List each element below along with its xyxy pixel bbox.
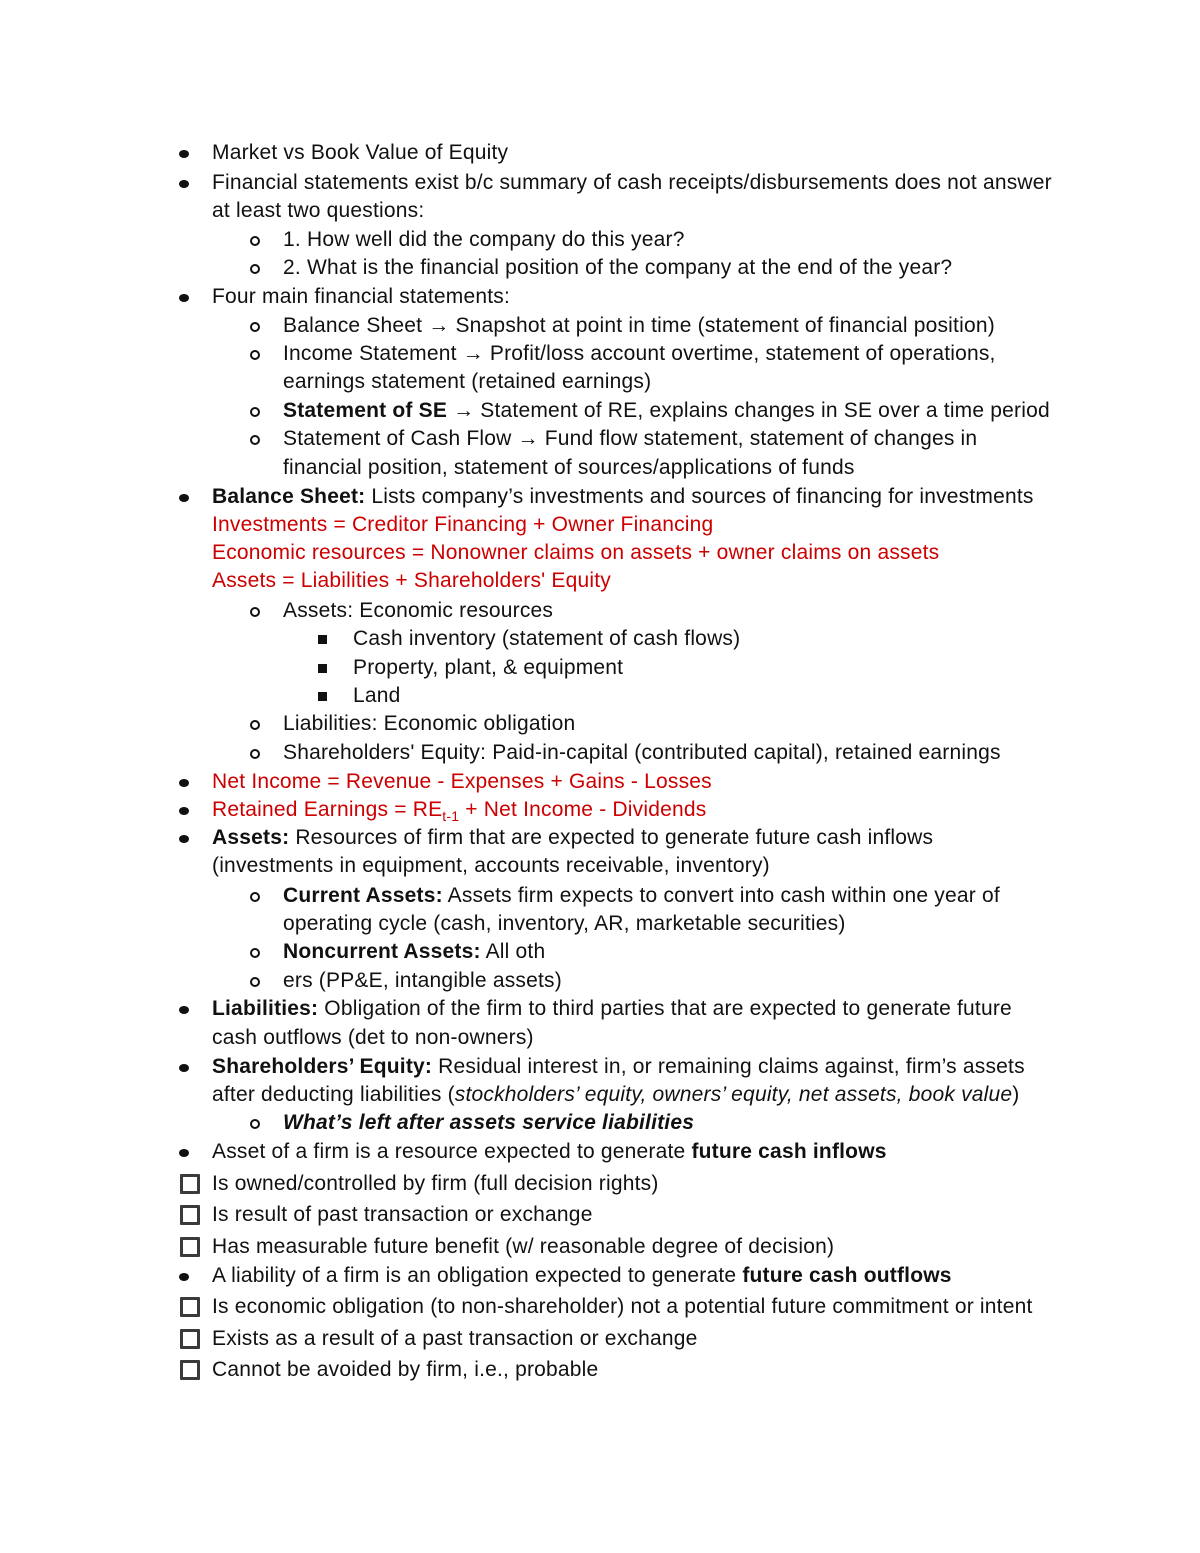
item-italic-text: stockholders’ equity, owners’ equity, net assets, book value bbox=[454, 1083, 1013, 1106]
list-item-level2 bbox=[283, 940, 545, 964]
bullet-disc-icon bbox=[179, 835, 189, 843]
list-item-level2 bbox=[283, 427, 977, 451]
item-text: Investments = Creditor Financing + Owner Financing bbox=[212, 513, 714, 536]
list-item-level2 bbox=[283, 314, 995, 338]
item-text: Land bbox=[353, 684, 401, 707]
bullet-square-icon bbox=[318, 635, 327, 644]
item-text: Resources of firm that are expected to generate future cash inflows bbox=[289, 826, 934, 849]
bullet-disc-icon bbox=[179, 494, 189, 502]
bullet-circle-icon bbox=[250, 264, 260, 274]
item-text: Residual interest in, or remaining claims against, firm’s assets bbox=[432, 1055, 1025, 1078]
bullet-disc-icon bbox=[179, 1149, 189, 1157]
item-text: (investments in equipment, accounts receivable, inventory) bbox=[212, 854, 770, 877]
list-item-continuation bbox=[212, 854, 770, 878]
bullet-disc-icon bbox=[179, 180, 189, 188]
equation-line bbox=[212, 513, 713, 537]
equation-line bbox=[212, 541, 939, 565]
list-item-level2 bbox=[283, 228, 685, 252]
bullet-circle-icon bbox=[250, 977, 260, 987]
item-bold-label: future cash outflows bbox=[742, 1264, 952, 1287]
checklist-item bbox=[212, 1358, 598, 1382]
bullet-disc-icon bbox=[179, 1273, 189, 1281]
item-text: Statement of Cash Flow → Fund flow statement, statement of changes in bbox=[283, 427, 978, 450]
item-text: → Statement of RE, explains changes in SE over a time period bbox=[447, 399, 1050, 422]
list-item-continuation bbox=[283, 456, 855, 480]
list-item-continuation bbox=[212, 199, 424, 223]
list-item-level2 bbox=[283, 712, 575, 736]
checkbox-icon bbox=[180, 1237, 200, 1257]
list-item-level1 bbox=[212, 485, 1034, 509]
item-bold-label: future cash inflows bbox=[691, 1140, 887, 1163]
checkbox-icon bbox=[180, 1360, 200, 1380]
item-text: earnings statement (retained earnings) bbox=[283, 370, 652, 393]
item-text: Liabilities: Economic obligation bbox=[283, 712, 576, 735]
item-text: Cash inventory (statement of cash flows) bbox=[353, 627, 741, 650]
item-text: A liability of a firm is an obligation expected to generate bbox=[212, 1264, 743, 1287]
item-text: Income Statement → Profit/loss account overtime, statement of operations, bbox=[283, 342, 996, 365]
list-item-level1 bbox=[212, 770, 712, 794]
list-item-level1 bbox=[212, 1264, 952, 1288]
item-text-after: + Net Income - Dividends bbox=[459, 798, 707, 821]
list-item-level3 bbox=[353, 684, 401, 708]
item-text: Economic resources = Nonowner claims on assets + owner claims on assets bbox=[212, 541, 940, 564]
item-bold-label: Current Assets: bbox=[283, 884, 443, 907]
item-text: Is result of past transaction or exchange bbox=[212, 1203, 593, 1226]
list-item-level1 bbox=[212, 1055, 1025, 1079]
checkbox-icon bbox=[180, 1205, 200, 1225]
list-item-level2 bbox=[283, 1111, 694, 1135]
item-text: Assets firm expects to convert into cash within one year of bbox=[442, 884, 1000, 907]
item-text: Has measurable future benefit (w/ reasonable degree of decision) bbox=[212, 1235, 835, 1258]
item-text: Balance Sheet → Snapshot at point in time (statement of financial position) bbox=[283, 314, 995, 337]
item-bold-label: Balance Sheet: bbox=[212, 485, 366, 508]
bullet-square-icon bbox=[318, 692, 327, 701]
list-item-level2 bbox=[283, 399, 1050, 423]
list-item-continuation bbox=[283, 370, 651, 394]
list-item-level1 bbox=[212, 141, 508, 165]
list-item-level2 bbox=[283, 599, 553, 623]
item-text: Four main financial statements: bbox=[212, 285, 510, 308]
item-text: Exists as a result of a past transaction or exchange bbox=[212, 1327, 698, 1350]
list-item-level2 bbox=[283, 256, 952, 280]
checkbox-icon bbox=[180, 1329, 200, 1349]
item-text: Shareholders' Equity: Paid-in-capital (contributed capital), retained earnings bbox=[283, 741, 1001, 764]
bullet-circle-icon bbox=[250, 435, 260, 445]
bullet-disc-icon bbox=[179, 150, 189, 158]
item-subscript: t-1 bbox=[442, 808, 460, 824]
item-text: Property, plant, & equipment bbox=[353, 656, 624, 679]
item-text: financial position, statement of sources/applications of funds bbox=[283, 456, 855, 479]
item-bold-italic-text: What’s left after assets service liabilities bbox=[283, 1111, 695, 1134]
checklist-item bbox=[212, 1295, 1033, 1319]
item-text: 1. How well did the company do this year? bbox=[283, 228, 685, 251]
item-text: after deducting liabilities ( bbox=[212, 1083, 455, 1106]
equation-line bbox=[212, 569, 611, 593]
item-text: cash outflows (det to non-owners) bbox=[212, 1026, 534, 1049]
bullet-square-icon bbox=[318, 664, 327, 673]
item-text: operating cycle (cash, inventory, AR, marketable securities) bbox=[283, 912, 846, 935]
item-text: Financial statements exist b/c summary of cash receipts/disbursements does not answer bbox=[212, 171, 1052, 194]
list-item-level2 bbox=[283, 741, 1001, 765]
bullet-circle-icon bbox=[250, 948, 260, 958]
list-item-level1 bbox=[212, 826, 933, 850]
item-text: Is owned/controlled by firm (full decision rights) bbox=[212, 1172, 659, 1195]
checkbox-icon bbox=[180, 1174, 200, 1194]
bullet-disc-icon bbox=[179, 1064, 189, 1072]
checklist-item bbox=[212, 1203, 593, 1227]
bullet-circle-icon bbox=[250, 322, 260, 332]
item-text-after: ) bbox=[1012, 1083, 1020, 1106]
list-item-level2 bbox=[283, 969, 562, 993]
bullet-disc-icon bbox=[179, 807, 189, 815]
list-item-continuation bbox=[212, 1083, 1020, 1107]
list-item-continuation bbox=[283, 912, 846, 936]
item-text: Assets: Economic resources bbox=[283, 599, 554, 622]
bullet-circle-icon bbox=[250, 1119, 260, 1129]
item-bold-label: Liabilities: bbox=[212, 997, 319, 1020]
list-item-level3 bbox=[353, 627, 740, 651]
item-text: Is economic obligation (to non-shareholder) not a potential future commitment or intent bbox=[212, 1295, 1033, 1318]
bullet-circle-icon bbox=[250, 236, 260, 246]
item-bold-label: Shareholders’ Equity: bbox=[212, 1055, 433, 1078]
list-item-level1 bbox=[212, 285, 510, 309]
checklist-item bbox=[212, 1172, 659, 1196]
list-item-level1 bbox=[212, 997, 1012, 1021]
list-item-level3 bbox=[353, 656, 623, 680]
bullet-circle-icon bbox=[250, 749, 260, 759]
item-bold-label: Noncurrent Assets: bbox=[283, 940, 481, 963]
bullet-circle-icon bbox=[250, 407, 260, 417]
item-text: Market vs Book Value of Equity bbox=[212, 141, 509, 164]
item-text: Retained Earnings = RE bbox=[212, 798, 443, 821]
list-item-continuation bbox=[212, 1026, 534, 1050]
bullet-circle-icon bbox=[250, 720, 260, 730]
bullet-disc-icon bbox=[179, 294, 189, 302]
list-item-level1 bbox=[212, 1140, 887, 1164]
item-text: 2. What is the financial position of the company at the end of the year? bbox=[283, 256, 953, 279]
checkbox-icon bbox=[180, 1297, 200, 1317]
bullet-disc-icon bbox=[179, 779, 189, 787]
item-text: Asset of a firm is a resource expected to generate bbox=[212, 1140, 692, 1163]
item-text: Lists company’s investments and sources of financing for investments bbox=[365, 485, 1034, 508]
item-text: All oth bbox=[480, 940, 546, 963]
item-text: Assets = Liabilities + Shareholders' Equity bbox=[212, 569, 611, 592]
list-item-level1 bbox=[212, 798, 706, 822]
list-item-level2 bbox=[283, 884, 1000, 908]
bullet-circle-icon bbox=[250, 892, 260, 902]
list-item-level1 bbox=[212, 171, 1052, 195]
bullet-circle-icon bbox=[250, 350, 260, 360]
item-text: Obligation of the firm to third parties that are expected to generate future bbox=[318, 997, 1012, 1020]
checklist-item bbox=[212, 1327, 697, 1351]
item-text: Cannot be avoided by firm, i.e., probable bbox=[212, 1358, 599, 1381]
bullet-circle-icon bbox=[250, 607, 260, 617]
checklist-item bbox=[212, 1235, 834, 1259]
item-text: at least two questions: bbox=[212, 199, 425, 222]
list-item-level2 bbox=[283, 342, 996, 366]
item-bold-label: Assets: bbox=[212, 826, 290, 849]
bullet-disc-icon bbox=[179, 1006, 189, 1014]
item-bold-label: Statement of SE bbox=[283, 399, 448, 422]
item-text: Net Income = Revenue - Expenses + Gains - Losses bbox=[212, 770, 712, 793]
item-text: ers (PP&E, intangible assets) bbox=[283, 969, 562, 992]
